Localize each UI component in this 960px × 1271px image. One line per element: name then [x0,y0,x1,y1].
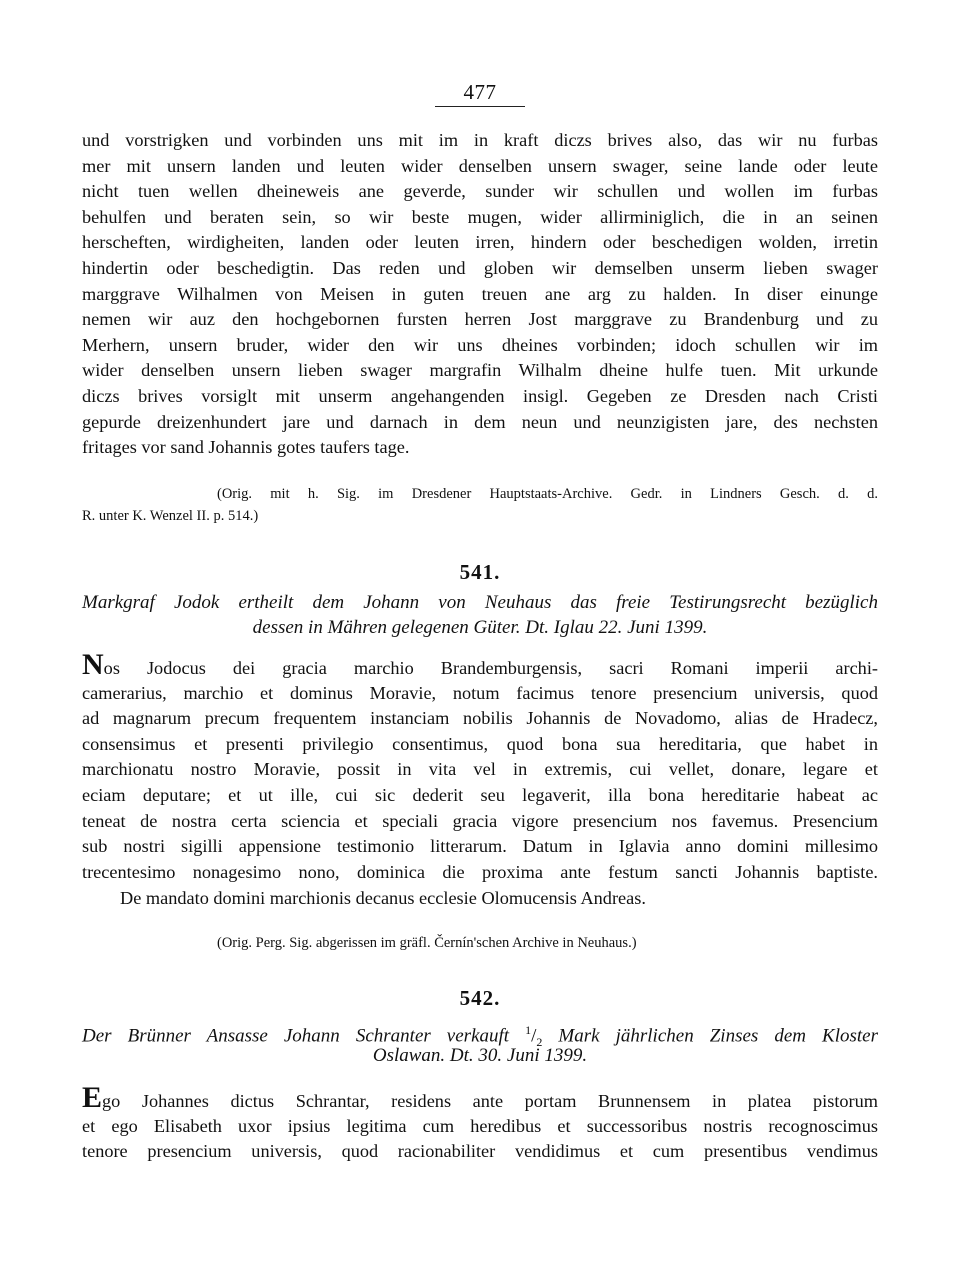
text-line: eciam deputare; et ut ille, cui sic dederit seu legaverit, illa bona hereditarie habeat ac [82,784,878,805]
text-line: Merhern, unsern bruder, wider den wir uns dheines vorbinden; idoch schullen wir im [82,334,878,355]
page-number-rule [435,106,525,107]
text-line: diczs brives vorsiglt mit unserm angehangenden insigl. Gegeben ze Dresden nach Cristi [82,385,878,406]
heading-line [82,1018,878,1050]
text-line: marchionatu nostro Moravie, possit in vita vel in extremis, cui vellet, donare, legare et [82,759,878,780]
document-number-542: 542. [459,986,501,1010]
source-note-541 [82,932,878,954]
heading-text: Der Brünner Ansasse Johann Schranter verkauft [82,1025,526,1047]
text-line: camerarius, marchio et dominus Moravie, notum facimus tenore presencium universis, quod [82,682,878,703]
text-line: fritages vor sand Johannis gotes taufers tage. [82,437,410,458]
fraction-numerator: 1 [525,1023,532,1037]
first-line-text: go Johannes dictus Schrantar, residens ante portam Brunnensem in platea pistorum [102,1091,878,1111]
text-line: trecentesimo nonagesimo nono, dominica die proxima ante festum sancti Johannis baptiste. [82,861,878,882]
text-line [82,648,878,681]
source-note-540 [82,483,878,527]
heading-line: dessen in Mähren gelegenen Güter. Dt. Iglau 22. Juni 1399. [252,617,708,638]
document-text-542 [82,1081,878,1165]
text-line: gepurde dreizenhundert jare und darnach in dem neun und neunzigisten jare, des nechsten [82,411,878,432]
drop-cap: N [82,648,104,681]
note-line: (Orig. Perg. Sig. abgerissen im gräfl. Černín'schen Archive in Neuhaus.) [217,935,637,951]
note-line: (Orig. mit h. Sig. im Dresdener Hauptstaats-Archive. Gedr. in Lindners Gesch. d. d. [217,486,878,502]
text-line [82,1081,878,1114]
text-line: teneat de nostra certa sciencia et speciali gracia vigore presencium nos favemus. Presencium [82,810,878,831]
document-text-541 [82,648,878,885]
continued-text [82,128,878,461]
text-line: tenore presencium universis, quod racionabiliter vendidimus et cum presentibus vendimus [82,1141,878,1162]
text-line: ad magnarum precum frequentem instanciam nobilis Johannis de Novadomo, alias de Hradecz, [82,708,878,729]
document-heading-541 [82,590,878,640]
text-line: mer mit unsern landen und leuten wider denselben unsern swager, seine lande oder leute [82,155,878,176]
fraction-slash: / [531,1025,537,1047]
text-line: consensimus et presenti privilegio consentimus, quod bona sua hereditaria, que habet in [82,733,878,754]
document-heading-542 [82,1018,878,1068]
text-line: herscheften, wirdigheiten, landen oder leuten irren, hindern oder beschedigen wolden, irretin [82,232,878,253]
fraction-denominator: 2 [536,1035,543,1050]
text-line: nemen wir auz den hochgebornen fursten herren Jost marggrave zu Brandenburg und zu [82,309,878,330]
text-line: nicht tuen wellen dheineweis ane geverde, sunder wir schullen und wollen im furbas [82,181,878,202]
text-line: sub nostri sigilli appensione testimonio litterarum. Datum in Iglavia anno domini millesimo [82,836,878,857]
page-number: 477 [463,80,497,104]
closing-line-541 [82,886,878,912]
document-number-541: 541. [459,560,501,584]
text-line: hindertin oder beschedigtin. Das reden und globen wir demselben unserm lieben swager [82,257,878,278]
text-line: wider denselben unsern lieben swager margrafin Wilhalm dheine hulfe tuen. Mit urkunde [82,360,878,381]
heading-text: Mark jährlichen Zinses dem Kloster [542,1025,878,1047]
text-line: marggrave Wilhalmen von Meisen in guten treuen ane arg zu halden. In diser einunge [82,283,878,304]
text-line: behulfen und beraten sein, so wir beste mugen, wider allirminiglich, die in an seinen [82,206,878,227]
text-line: et ego Elisabeth uxor ipsius legitima cum heredibus et successoribus nostris recognoscimus [82,1115,878,1136]
heading-line: Oslawan. Dt. 30. Juni 1399. [372,1045,588,1066]
note-line: R. unter K. Wenzel II. p. 514.) [82,508,259,524]
text-line: und vorstrigken und vorbinden uns mit im in kraft diczs brives also, das wir nu furbas [82,130,878,150]
text-line: De mandato domini marchionis decanus ecclesie Olomucensis Andreas. [120,888,646,908]
first-line-text: os Jodocus dei gracia marchio Brandemburgensis, sacri Romani imperii archi- [103,658,878,678]
heading-line: Markgraf Jodok ertheilt dem Johann von Neuhaus das freie Testirungsrecht bezüglich [82,592,878,613]
drop-cap: E [82,1081,103,1114]
